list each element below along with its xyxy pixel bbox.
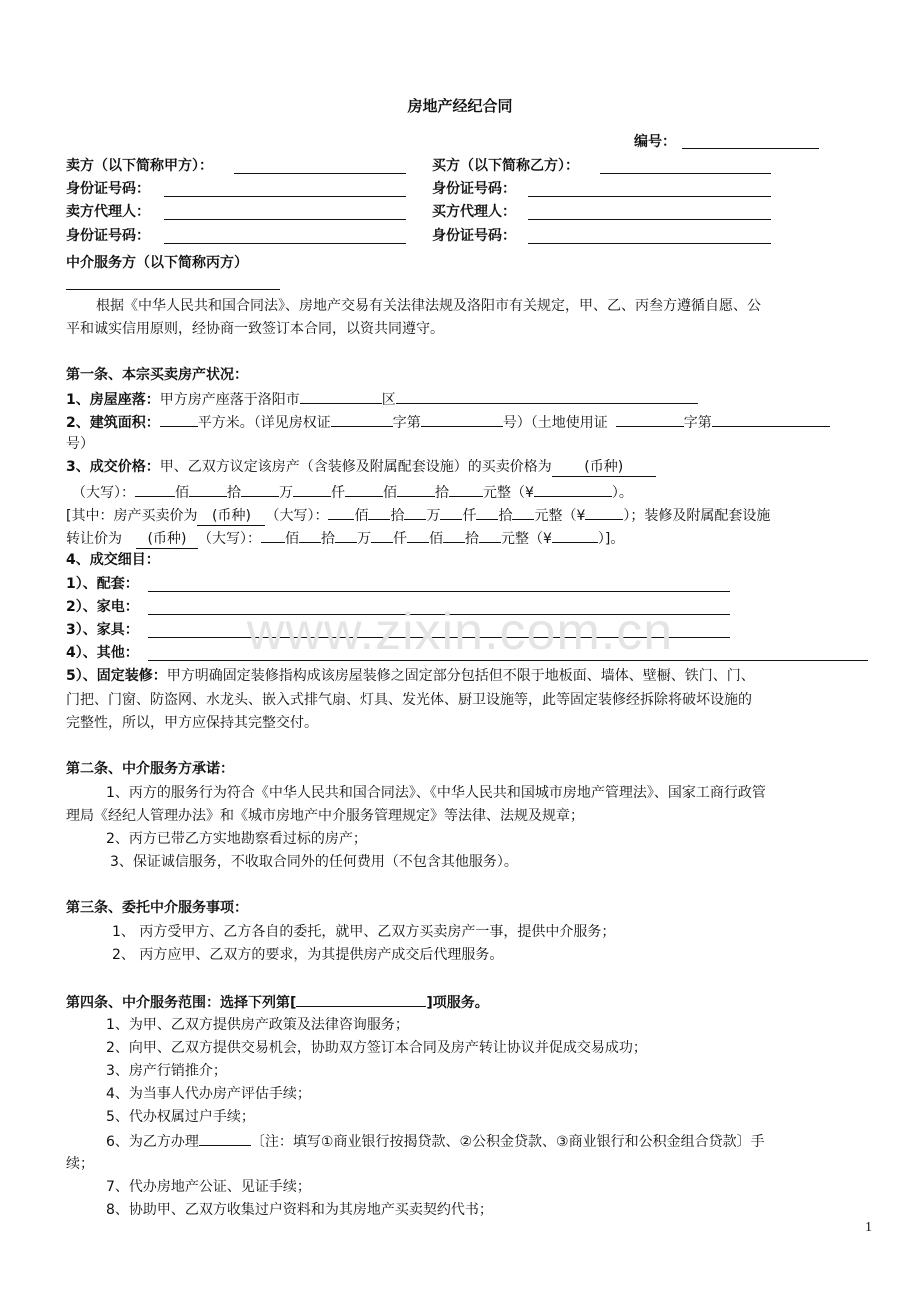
loan-note: 〔注：填写①商业银行按揭贷款、②公积金贷款、③商业银行和公积金组合贷款〕手 [250, 1134, 765, 1150]
amount-field[interactable] [534, 482, 612, 497]
seller-agent-field[interactable] [164, 219, 406, 220]
detail-facilities-label: 1）、配套： [66, 576, 139, 592]
article-2-title: 第二条、中介服务方承诺： [66, 761, 234, 777]
land-word-field[interactable] [616, 412, 684, 427]
seller-agent-id-field[interactable] [164, 243, 406, 244]
blank[interactable] [443, 528, 465, 543]
article-3-line: 2、 丙方应甲、乙双方的要求，为其提供房产成交后代理服务。 [112, 947, 504, 963]
cert-no-text: 字第 [392, 415, 421, 431]
location-text: 甲方房产座落于洛阳市 [159, 392, 300, 408]
decoration-label: ）；装修及附属配套设施 [623, 508, 771, 524]
item-2-label: 2、建筑面积： [66, 415, 160, 431]
buyer-id-label: 身份证号码： [432, 181, 516, 197]
buyer-field[interactable] [600, 173, 771, 174]
district-suffix: 区 [381, 392, 396, 408]
currency-field[interactable]: (币种) [552, 458, 656, 477]
blank[interactable] [189, 482, 227, 497]
seller-label: 卖方（以下简称甲方）： [66, 158, 213, 174]
item-5-line [66, 667, 755, 685]
blank[interactable] [371, 528, 393, 543]
blank[interactable] [512, 505, 534, 520]
area-text: 平方米。（详见房权证 [197, 415, 331, 431]
cert-word-field[interactable] [331, 412, 393, 427]
unit: 仟 [331, 485, 345, 501]
unit: 拾 [390, 508, 405, 524]
cert-number-field[interactable] [421, 412, 503, 427]
article-4-line: 3、房产行销推介； [106, 1063, 227, 1079]
buyer-agent-label: 买方代理人： [432, 204, 516, 220]
article-1-title: 第一条、本宗买卖房产状况： [66, 367, 248, 383]
article-2-line: 3、保证诚信服务，不收取合同外的任何费用（不包含其他服务）。 [110, 854, 518, 870]
district-field[interactable] [300, 389, 382, 404]
capital-label: （大写）： [265, 508, 329, 524]
document-title: 房地产经纪合同 [407, 97, 513, 115]
unit: 拾 [498, 508, 513, 524]
blank[interactable] [440, 505, 462, 520]
unit: 拾 [227, 485, 241, 501]
close-text: ）。 [611, 485, 633, 501]
unit: 佰 [285, 531, 299, 547]
item-3-price [66, 458, 656, 477]
unit: 仟 [393, 531, 407, 547]
intermediary-field[interactable] [66, 289, 280, 290]
blank[interactable] [479, 528, 501, 543]
detail-facilities-field[interactable] [148, 591, 730, 592]
item-4-title: 4、成交细目： [66, 552, 160, 568]
unit: 拾 [465, 531, 479, 547]
blank[interactable] [241, 482, 279, 497]
article-4-line: 2、向甲、乙双方提供交易机会，协助双方签订本合同及房产转让协议并促成交易成功； [106, 1040, 647, 1056]
item-5-text: 甲方明确固定装修指构成该房屋装修之固定部分包括但不限于地板面、墙体、壁橱、铁门、门、 [166, 668, 755, 684]
unit: 佰 [383, 485, 397, 501]
amount-field[interactable] [585, 505, 623, 520]
blank[interactable] [368, 505, 390, 520]
price-breakdown-line [66, 505, 770, 526]
intro-line: 平和诚实信用原则，经协商一致签订本合同，以资共同遵守。 [66, 321, 444, 337]
detail-appliances-label: 2）、家电： [66, 599, 139, 615]
article-4-line: 1、为甲、乙双方提供房产政策及法律咨询服务； [106, 1017, 409, 1033]
detail-furniture-label: 3）、家具： [66, 622, 139, 638]
currency-field[interactable]: (币种) [136, 530, 198, 549]
price-text: 甲、乙双方议定该房产（含装修及附属配套设施）的买卖价格为 [159, 459, 552, 475]
article-4-line: 7、代办房地产公证、见证手续； [106, 1179, 311, 1195]
land-cert-text: 号）（土地使用证 [502, 415, 608, 431]
item-3-label: 3、成交价格： [66, 459, 160, 475]
watermark: www.zixin.com.cn [246, 603, 674, 661]
item-5-label: 5）、固定装修： [66, 668, 167, 684]
house-price-label: [其中：房产买卖价为 [66, 508, 198, 524]
item-2-area [66, 412, 830, 432]
item-5-line: 门把、门窗、防盗网、水龙头、嵌入式排气扇、灯具、发光体、厨卫设施等，此等固定装修经拆除将破坏设施的 [66, 692, 752, 708]
article-4-title-b: ]项服务。 [426, 995, 489, 1011]
currency-field[interactable]: (币种) [197, 507, 265, 526]
blank[interactable] [449, 482, 483, 497]
article-4-line: 8、协助甲、乙双方收集过户资料和为其房地产买卖契约代书； [106, 1202, 493, 1218]
land-no-text: 字第 [683, 415, 712, 431]
page-number: 1 [865, 1220, 872, 1235]
contract-number-label: 编号： [634, 134, 676, 150]
unit: 佰 [175, 485, 189, 501]
item-1-location [66, 389, 698, 409]
article-4-line: 4、为当事人代办房产评估手续； [106, 1086, 311, 1102]
unit: 佰 [354, 508, 369, 524]
transfer-price-line [66, 528, 624, 549]
unit: 万 [279, 485, 293, 501]
land-number-field[interactable] [712, 412, 830, 427]
amount-field[interactable] [552, 528, 598, 543]
unit: 元整（¥ [501, 531, 552, 547]
buyer-label: 买方（以下简称乙方）： [432, 158, 579, 174]
unit: 拾 [321, 531, 335, 547]
item-2-end: 号） [66, 436, 94, 452]
blank[interactable] [299, 528, 321, 543]
unit: 万 [426, 508, 441, 524]
blank[interactable] [328, 505, 354, 520]
buyer-agent-id-label: 身份证号码： [432, 228, 516, 244]
item-5-line: 完整性，所以，甲方应保持其完整交付。 [66, 715, 318, 731]
blank[interactable] [335, 528, 357, 543]
blank[interactable] [135, 482, 175, 497]
intro-line: 根据《中华人民共和国合同法》、房地产交易有关法律法规及洛阳市有关规定，甲、乙、丙叁方遵循自愿、公 [96, 298, 761, 314]
article-4-line [106, 1131, 765, 1151]
unit: 仟 [462, 508, 477, 524]
blank[interactable] [293, 482, 331, 497]
article-2-line: 2、丙方已带乙方实地勘察看过标的房产； [106, 831, 367, 847]
article-3-line: 1、 丙方受甲方、乙方各自的委托，就甲、乙双方买卖房产一事，提供中介服务； [112, 924, 616, 940]
blank[interactable] [261, 528, 285, 543]
capital-label: （大写）： [72, 485, 135, 501]
seller-field[interactable] [234, 173, 406, 174]
contract-number-field[interactable] [682, 148, 819, 149]
unit: 万 [357, 531, 371, 547]
seller-agent-id-label: 身份证号码： [66, 228, 150, 244]
loan-label: 6、为乙方办理 [106, 1134, 199, 1150]
article-3-title: 第三条、委托中介服务事项： [66, 900, 248, 916]
unit: 元整（¥ [534, 508, 586, 524]
address-field[interactable] [396, 389, 698, 404]
article-4-line: 续； [66, 1156, 94, 1172]
blank[interactable] [407, 528, 429, 543]
blank[interactable] [404, 505, 426, 520]
detail-other-label: 4）、其他： [66, 645, 139, 661]
seller-id-label: 身份证号码： [66, 181, 150, 197]
seller-id-field[interactable] [164, 196, 406, 197]
loan-type-field[interactable] [199, 1131, 251, 1146]
item-1-label: 1、房屋座落： [66, 392, 160, 408]
article-4-title [66, 992, 489, 1012]
intermediary-label: 中介服务方（以下简称丙方） [66, 255, 248, 271]
article-2-line: 理局《经纪人管理办法》和《城市房地产中介服务管理规定》等法律、法规及规章； [66, 808, 584, 824]
buyer-id-field[interactable] [528, 196, 771, 197]
buyer-agent-field[interactable] [528, 219, 771, 220]
price-capital-line [72, 482, 633, 502]
unit: 拾 [435, 485, 449, 501]
transfer-price-label: 转让价为 [66, 531, 122, 547]
blank[interactable] [397, 482, 435, 497]
unit: 元整（¥ [483, 485, 534, 501]
blank[interactable] [345, 482, 383, 497]
capital-label: （大写）： [198, 531, 261, 547]
article-4-title-a: 第四条、中介服务范围：选择下列第[ [66, 995, 297, 1011]
seller-agent-label: 卖方代理人： [66, 204, 150, 220]
article-2-line: 1、丙方的服务行为符合《中华人民共和国合同法》、《中华人民共和国城市房地产管理法》、国家工商行政管 [106, 785, 766, 801]
article-4-line: 5、代办权属过户手续； [106, 1109, 255, 1125]
blank[interactable] [476, 505, 498, 520]
close-text: ）]。 [597, 531, 625, 547]
unit: 佰 [429, 531, 443, 547]
area-field[interactable] [160, 412, 198, 427]
buyer-agent-id-field[interactable] [528, 243, 771, 244]
service-selection-field[interactable] [296, 992, 426, 1007]
